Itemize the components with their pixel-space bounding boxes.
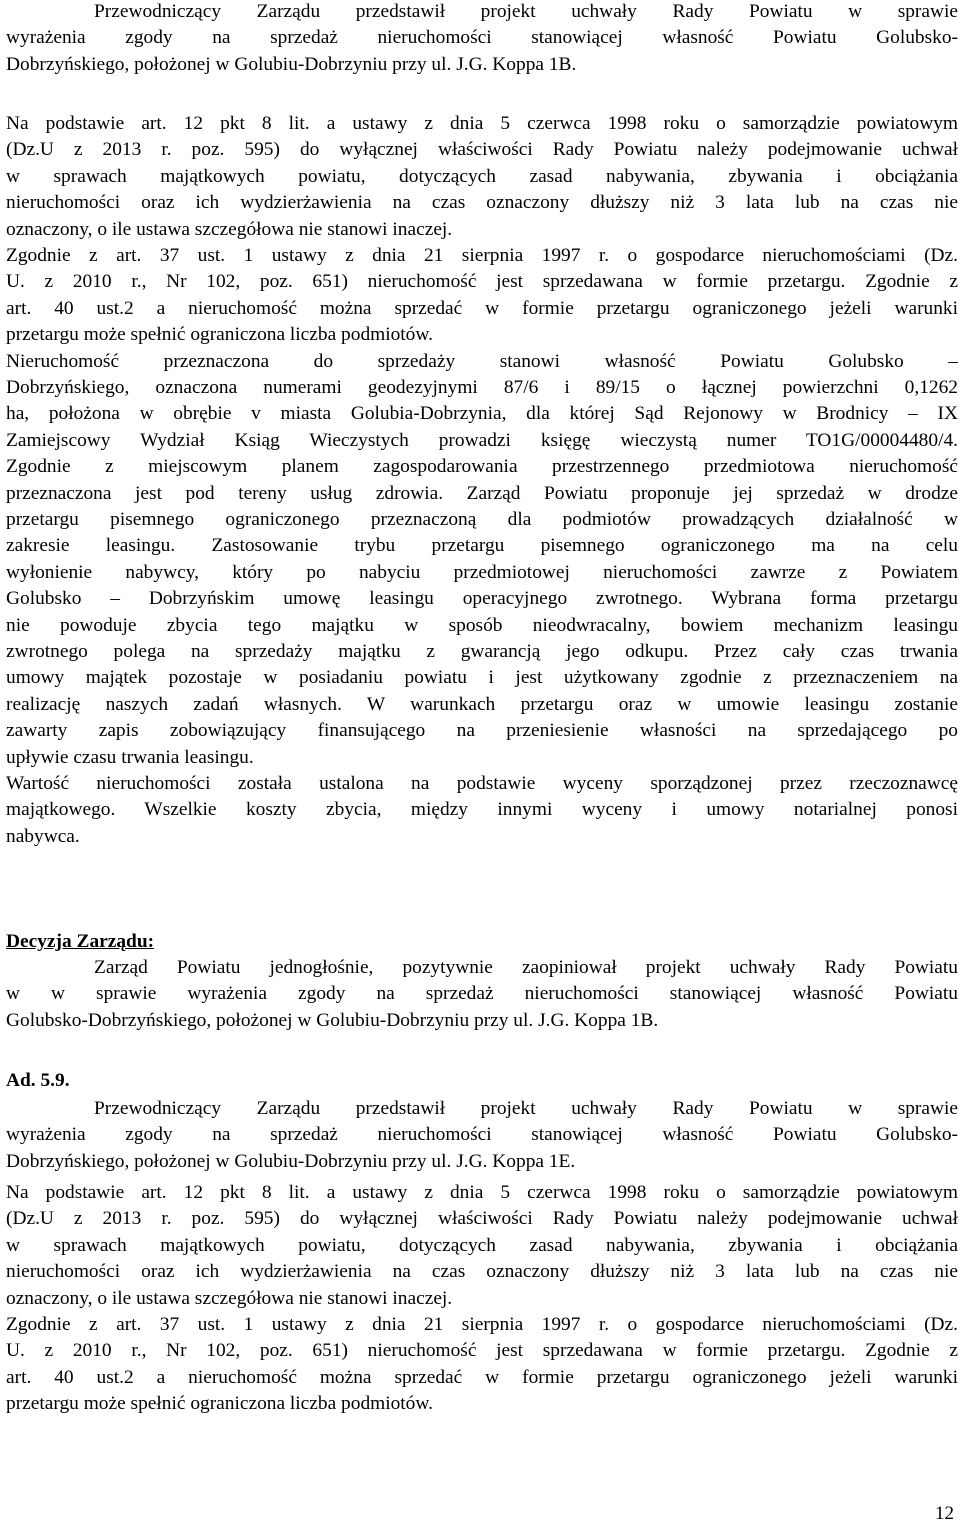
paragraph-line: Nieruchomość przeznaczona do sprzedaży stanowi własność Powiatu Golubsko – (6, 350, 958, 372)
paragraph-line: w w sprawie wyrażenia zgody na sprzedaż nieruchomości stanowiącej własność Powiatu (6, 983, 958, 1005)
paragraph-line: nieruchomości oraz ich wydzierżawienia na czas oznaczony dłuższy niż 3 lata lub na czas nie (6, 1261, 958, 1283)
paragraph-line: art. 40 ust.2 a nieruchomość można sprzedać w formie przetargu ograniczonego jeżeli warunki (6, 1366, 958, 1388)
paragraph-line: (Dz.U z 2013 r. poz. 595) do wyłącznej właściwości Rady Powiatu należy podejmowanie uchwał (6, 1208, 958, 1230)
paragraph-line: Przewodniczący Zarządu przedstawił projekt uchwały Rady Powiatu w sprawie (94, 1, 958, 22)
paragraph-line: przetargu pisemnego ograniczonego przeznaczoną dla podmiotów prowadzących działalność w (6, 509, 958, 530)
paragraph-line: przeznaczona jest pod tereny usług zdrowia. Zarząd Powiatu proponuje jej sprzedaż w drodze (6, 482, 958, 504)
paragraph-line: Wartość nieruchomości została ustalona na podstawie wyceny sporządzonej przez rzeczoznawcę (6, 773, 958, 794)
paragraph-line: Zgodnie z miejscowym planem zagospodarowania przestrzennego przedmiotowa nieruchomość (6, 456, 958, 478)
paragraph-line: Golubsko-Dobrzyńskiego, położonej w Golubiu-Dobrzyniu przy ul. J.G. Koppa 1B. (6, 1009, 659, 1031)
paragraph-line: w sprawach majątkowych powiatu, dotyczących zasad nabywania, zbywania i obciążania (6, 165, 958, 187)
paragraph-line: wyłonienie nabywcy, który po nabyciu przedmiotowej nieruchomości zawrze z Powiatem (6, 561, 958, 583)
paragraph-line: Dobrzyńskiego, oznaczona numerami geodezyjnymi 87/6 i 89/15 o łącznej powierzchni 0,1262 (6, 377, 958, 398)
agenda-item-heading: Ad. 5.9. (6, 1070, 70, 1091)
paragraph-line: zwrotnego polega na sprzedaży majątku z gwarancją jego odkupu. Przez cały czas trwania (6, 641, 958, 662)
paragraph-line: Zamiejscowy Wydział Ksiąg Wieczystych prowadzi księgę wieczystą numer TO1G/00004480/4. (6, 429, 958, 451)
paragraph-line: upływie czasu trwania leasingu. (6, 746, 254, 768)
paragraph-line: umowy majątek pozostaje w posiadaniu powiatu i jest użytkowany zgodnie z przeznaczeniem na (6, 667, 958, 689)
paragraph-line: Przewodniczący Zarządu przedstawił projekt uchwały Rady Powiatu w sprawie (94, 1098, 958, 1119)
paragraph-line: zawarty zapis zobowiązujący finansującego na przeniesienie własności na sprzedającego po (6, 720, 958, 742)
paragraph-line: (Dz.U z 2013 r. poz. 595) do wyłącznej właściwości Rady Powiatu należy podejmowanie uchwał (6, 139, 958, 161)
paragraph-line: nieruchomości oraz ich wydzierżawienia na czas oznaczony dłuższy niż 3 lata lub na czas nie (6, 192, 958, 214)
paragraph-line: w sprawach majątkowych powiatu, dotyczących zasad nabywania, zbywania i obciążania (6, 1234, 958, 1256)
paragraph-line: wyrażenia zgody na sprzedaż nieruchomości stanowiącej własność Powiatu Golubsko- (6, 1124, 958, 1146)
paragraph-line: oznaczony, o ile ustawa szczegółowa nie stanowi inaczej. (6, 218, 453, 240)
paragraph-line: Na podstawie art. 12 pkt 8 lit. a ustawy z dnia 5 czerwca 1998 roku o samorządzie powiatowym (6, 1182, 958, 1203)
paragraph-line: U. z 2010 r., Nr 102, poz. 651) nieruchomość jest sprzedawana w formie przetargu. Zgodnie z (6, 271, 958, 293)
paragraph-line: przetargu może spełnić ograniczona liczba podmiotów. (6, 1393, 433, 1415)
paragraph-line: wyrażenia zgody na sprzedaż nieruchomości stanowiącej własność Powiatu Golubsko- (6, 27, 958, 49)
paragraph-line: Na podstawie art. 12 pkt 8 lit. a ustawy z dnia 5 czerwca 1998 roku o samorządzie powiatowym (6, 113, 958, 134)
paragraph-line: oznaczony, o ile ustawa szczegółowa nie stanowi inaczej. (6, 1287, 453, 1309)
paragraph-line: przetargu może spełnić ograniczona liczba podmiotów. (6, 324, 433, 346)
paragraph-line: zakresie leasingu. Zastosowanie trybu przetargu pisemnego ograniczonego ma na celu (6, 535, 958, 557)
paragraph-line: art. 40 ust.2 a nieruchomość można sprzedać w formie przetargu ograniczonego jeżeli warunki (6, 297, 958, 319)
paragraph-line: nie powoduje zbycia tego majątku w sposób nieodwracalny, bowiem mechanizm leasingu (6, 614, 958, 636)
paragraph-line: Dobrzyńskiego, położonej w Golubiu-Dobrzyniu przy ul. J.G. Koppa 1B. (6, 53, 577, 75)
paragraph-line: Zarząd Powiatu jednogłośnie, pozytywnie zaopiniował projekt uchwały Rady Powiatu (94, 957, 958, 978)
paragraph-line: realizację naszych zadań własnych. W warunkach przetargu oraz w umowie leasingu zostanie (6, 693, 958, 715)
paragraph-line: Zgodnie z art. 37 ust. 1 ustawy z dnia 21 sierpnia 1997 r. o gospodarce nieruchomościami (Dz. (6, 245, 958, 266)
paragraph-line: Zgodnie z art. 37 ust. 1 ustawy z dnia 21 sierpnia 1997 r. o gospodarce nieruchomościami (Dz. (6, 1314, 958, 1335)
paragraph-line: Golubsko – Dobrzyńskim umowę leasingu operacyjnego zwrotnego. Wybrana forma przetargu (6, 588, 958, 610)
paragraph-line: nabywca. (6, 825, 80, 847)
paragraph-line: Dobrzyńskiego, położonej w Golubiu-Dobrzyniu przy ul. J.G. Koppa 1E. (6, 1150, 576, 1172)
page-number: 12 (935, 1503, 954, 1524)
paragraph-line: U. z 2010 r., Nr 102, poz. 651) nieruchomość jest sprzedawana w formie przetargu. Zgodnie z (6, 1340, 958, 1362)
section-heading: Decyzja Zarządu: (6, 931, 155, 952)
paragraph-line: ha, położona w obrębie v miasta Golubia-Dobrzynia, dla której Sąd Rejonowy w Brodnicy – IX (6, 403, 958, 425)
paragraph-line: majątkowego. Wszelkie koszty zbycia, między innymi wyceny i umowy notarialnej ponosi (6, 799, 958, 821)
